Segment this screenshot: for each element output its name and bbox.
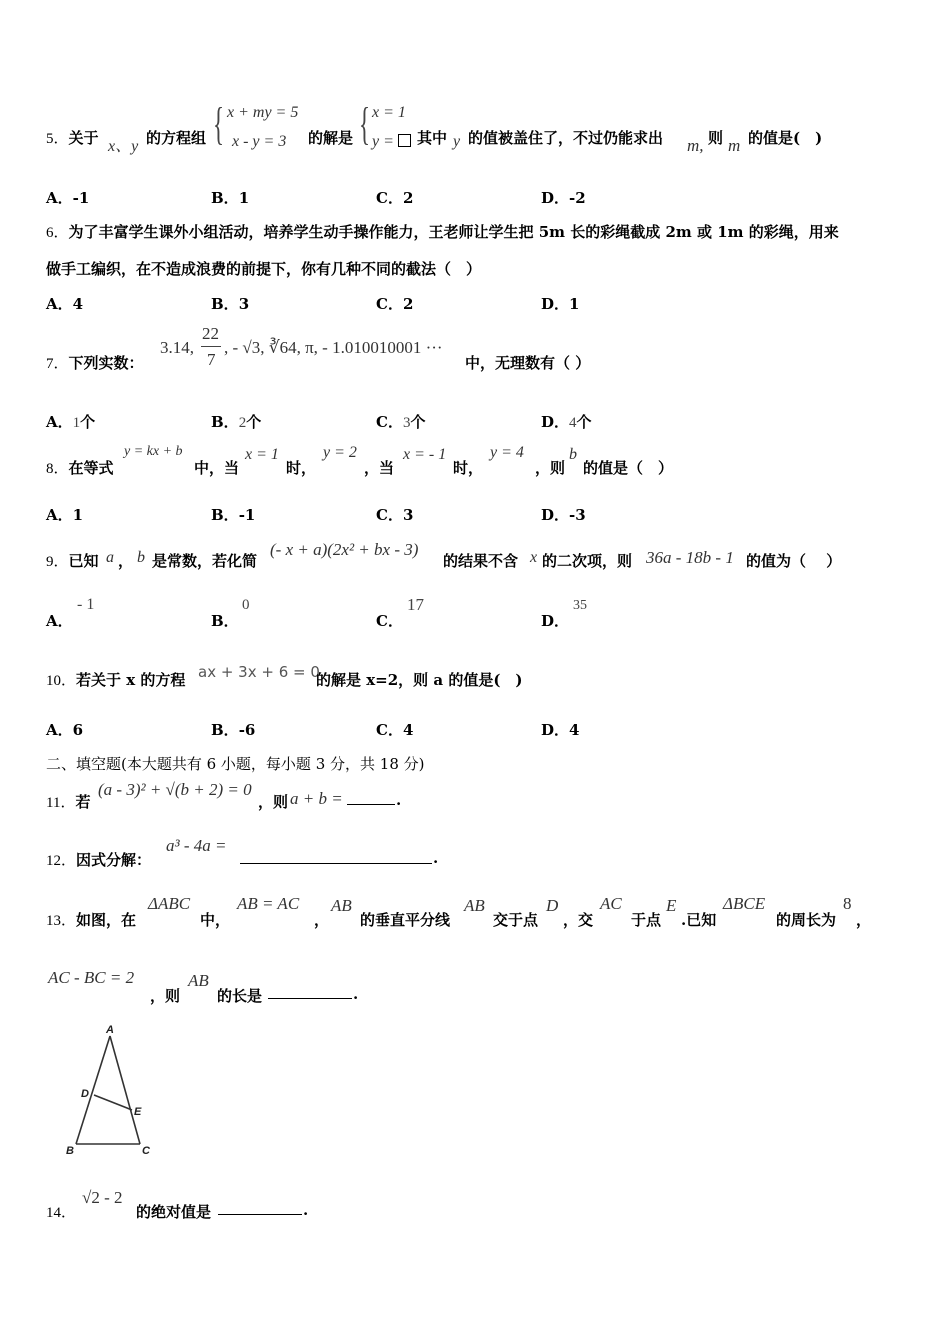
q5-m: m, [687,136,704,155]
q9-option-c[interactable]: C． [376,612,403,630]
q9-text-4: 的结果不含 [443,552,519,570]
q13-answer-blank[interactable] [268,984,352,999]
q14-expression: √2 - 2 [82,1188,123,1207]
q5-option-c[interactable]: C．2 [376,189,414,207]
q5-text-2: 的方程组 [146,129,207,147]
q6-option-d[interactable]: D．1 [541,295,580,313]
q13-text-1: 如图，在 [76,911,137,929]
q13-e: E [666,896,677,915]
q7-option-d[interactable]: D．4个 [541,413,592,431]
q13-text-4: 的垂直平分线 [360,911,451,929]
label-d: D [81,1088,89,1100]
q8-option-b[interactable]: B．-1 [211,506,256,524]
q7-fraction-bar [201,346,221,347]
q7-line [46,352,144,373]
q13-ab: AB [331,896,352,915]
q5-number: 5． [46,131,69,147]
q14-line [46,1201,76,1222]
q9-expression: (- x + a)(2x² + bx - 3) [270,540,419,559]
q5-y: y [453,133,461,150]
q13-ab-eq-ac: AB = AC [237,894,300,913]
q6-option-b[interactable]: B．3 [211,295,250,313]
q13-perimeter-value: 8 [843,894,852,913]
q5-system-eq2: x - y = 3 [232,133,287,150]
q13-text-2: 中， [200,911,231,929]
q11-number: 11． [46,795,76,811]
q5-option-b[interactable]: B．1 [211,189,250,207]
q9-option-d[interactable]: D． [541,612,570,630]
q14-number: 14． [46,1205,77,1221]
q10-equation: ax + 3x + 6 = 0 [198,663,320,681]
label-c: C [142,1145,150,1157]
q8-number: 8． [46,461,69,477]
q13-triangle-abc: ΔABC [148,894,191,913]
q5-m2: m [728,136,741,155]
q5-line [46,127,99,148]
q7-option-a[interactable]: A．1个 [46,413,96,431]
q9-option-b-value: 0 [242,597,250,613]
q8-text-1: 在等式 [68,459,114,477]
q13-end: . [353,985,359,1003]
q8-text-6: ，则 [535,459,566,477]
q13-line-1 [46,909,136,930]
q13-text-10: ， [856,911,872,929]
q6-option-a[interactable]: A．4 [46,295,84,313]
q10-option-b[interactable]: B．-6 [211,721,256,739]
q10-option-c[interactable]: C．4 [376,721,414,739]
q6-number: 6． [46,225,69,241]
q13-text-5: 交于点 [493,911,539,929]
q8-equation: y = kx + b [124,444,183,459]
q9-number: 9． [46,554,69,570]
q9-b: b [137,549,145,566]
q7-number: 7． [46,356,69,372]
q5-text-1: 关于 [68,129,99,147]
q14-text-1: 的绝对值是 [136,1203,212,1221]
q13-text-6: ，交 [563,911,594,929]
q9-x: x [530,549,538,566]
q12-line [46,849,151,870]
q5-text-7: 的值是( ) [748,129,823,147]
q12-number: 12． [46,853,77,869]
q13-ab-3: AB [188,971,209,990]
q5-vars: x、y [108,138,139,155]
q8-option-c[interactable]: C．3 [376,506,414,524]
q13-text-8: .已知 [681,911,717,929]
q9-a: a [106,549,114,566]
q10-number: 10． [46,673,77,689]
q9-option-a[interactable]: A． [46,612,73,630]
q9-text-5: 的二次项，则 [542,552,633,570]
q7-text-1: 下列实数： [68,354,144,372]
q7-option-c[interactable]: C．3个 [376,413,426,431]
q11-expression: (a - 3)² + √(b + 2) = 0 [98,780,252,799]
q8-text-5: 时， [453,459,484,477]
q9-option-a-value: - 1 [77,596,95,613]
q6-option-c[interactable]: C．2 [376,295,414,313]
q6-line-1 [46,221,839,242]
q6-line-2: 做手工编织，在不造成浪费的前提下，你有几种不同的截法（ ） [46,260,482,278]
q13-text-9: 的周长为 [776,911,837,929]
q9-option-d-value: 35 [573,598,587,613]
q5-text-4: 其中 [417,129,448,147]
q8-cond-1: x = 1 [245,446,279,463]
q13-d: D [546,896,559,915]
q11-text-2: ，则 [258,793,289,811]
q10-option-a[interactable]: A．6 [46,721,84,739]
q11-line [46,791,90,812]
q13-text-11: ，则 [150,987,181,1005]
q5-option-d[interactable]: D．-2 [541,189,586,207]
covered-box-icon [398,134,411,147]
q8-b: b [569,446,577,463]
q5-text-6: 则 [708,129,724,147]
q9-text-6: 的值为（ ） [746,552,842,570]
label-b: B [66,1145,74,1157]
q9-line [46,550,99,571]
q7-text-2: 中，无理数有（ ） [465,354,591,372]
q13-ab-2: AB [464,896,485,915]
q13-text-12: 的长是 [217,987,263,1005]
q8-text-4: ，当 [364,459,395,477]
q13-text-3: ， [314,911,330,929]
q13-ac-minus-bc: AC - BC = 2 [48,968,135,987]
q13-triangle-bce: ΔBCE [723,894,766,913]
q5-solution-brace: { [359,98,371,149]
q11-expression-2: a + b = [290,789,343,808]
q10-option-d[interactable]: D．4 [541,721,580,739]
q13-number: 13． [46,913,77,929]
q5-text-5: 的值被盖住了，不过仍能求出 [468,129,664,147]
q13-ac: AC [600,894,622,913]
q11-text-1: 若 [75,793,91,811]
q7-option-b[interactable]: B．2个 [211,413,262,431]
q8-text-2: 中，当 [194,459,240,477]
q9-text-3: 是常数，若化简 [152,552,258,570]
q10-text-2: 的解是 x=2，则 a 的值是( ) [316,671,523,689]
q14-end: . [303,1201,309,1219]
q12-expression: a³ - 4a = [166,836,227,855]
q11-answer-blank[interactable] [347,790,395,805]
q8-cond-2: y = 2 [323,444,357,461]
q8-text-3: 时， [286,459,317,477]
q8-line [46,457,114,478]
q6-text-1: 为了丰富学生课外小组活动，培养学生动手操作能力，王老师让学生把 5m 长的彩绳截成 2m 或 1m 的彩绳，用来 [68,223,839,241]
q8-option-d[interactable]: D．-3 [541,506,586,524]
q8-text-7: 的值是（ ） [583,459,674,477]
q14-answer-blank[interactable] [218,1200,302,1215]
section-2-title: 二、填空题(本大题共有 6 小题，每小题 3 分，共 18 分) [46,755,425,773]
q8-option-a[interactable]: A．1 [46,506,84,524]
q9-option-b[interactable]: B． [211,612,239,630]
q13-text-7: 于点 [631,911,662,929]
q9-text-2: ， [118,552,134,570]
q8-cond-3: x = - 1 [403,446,447,463]
q5-option-a[interactable]: A．-1 [46,189,90,207]
side-ac [110,1036,140,1144]
q5-system-eq1: x + my = 5 [227,104,299,121]
q11-end: . [396,791,402,809]
q10-text-1: 若关于 x 的方程 [76,671,186,689]
label-a: A [106,1024,114,1036]
q10-line [46,669,185,690]
q5-text-3: 的解是 [308,129,354,147]
q7-fraction-denominator: 7 [207,350,216,369]
q12-end: . [433,849,439,867]
label-e: E [134,1106,142,1118]
q7-num-314: 3.14, [160,338,194,357]
q7-fraction-numerator: 22 [202,324,219,343]
q7-number-list: , - √3, ∛64, π, - 1.010010001 ··· [224,338,443,357]
q13-triangle-figure [60,1020,170,1170]
q5-solution-x: x = 1 [372,104,406,121]
q12-answer-blank[interactable] [240,848,432,864]
q5-solution-y: y = [372,133,411,151]
q9-text-1: 已知 [68,552,99,570]
q9-expression-2: 36a - 18b - 1 [646,548,734,567]
q5-system-brace: { [213,98,225,149]
q9-option-c-value: 17 [407,595,424,614]
q12-text-1: 因式分解： [76,851,152,869]
q8-cond-4: y = 4 [490,444,524,461]
